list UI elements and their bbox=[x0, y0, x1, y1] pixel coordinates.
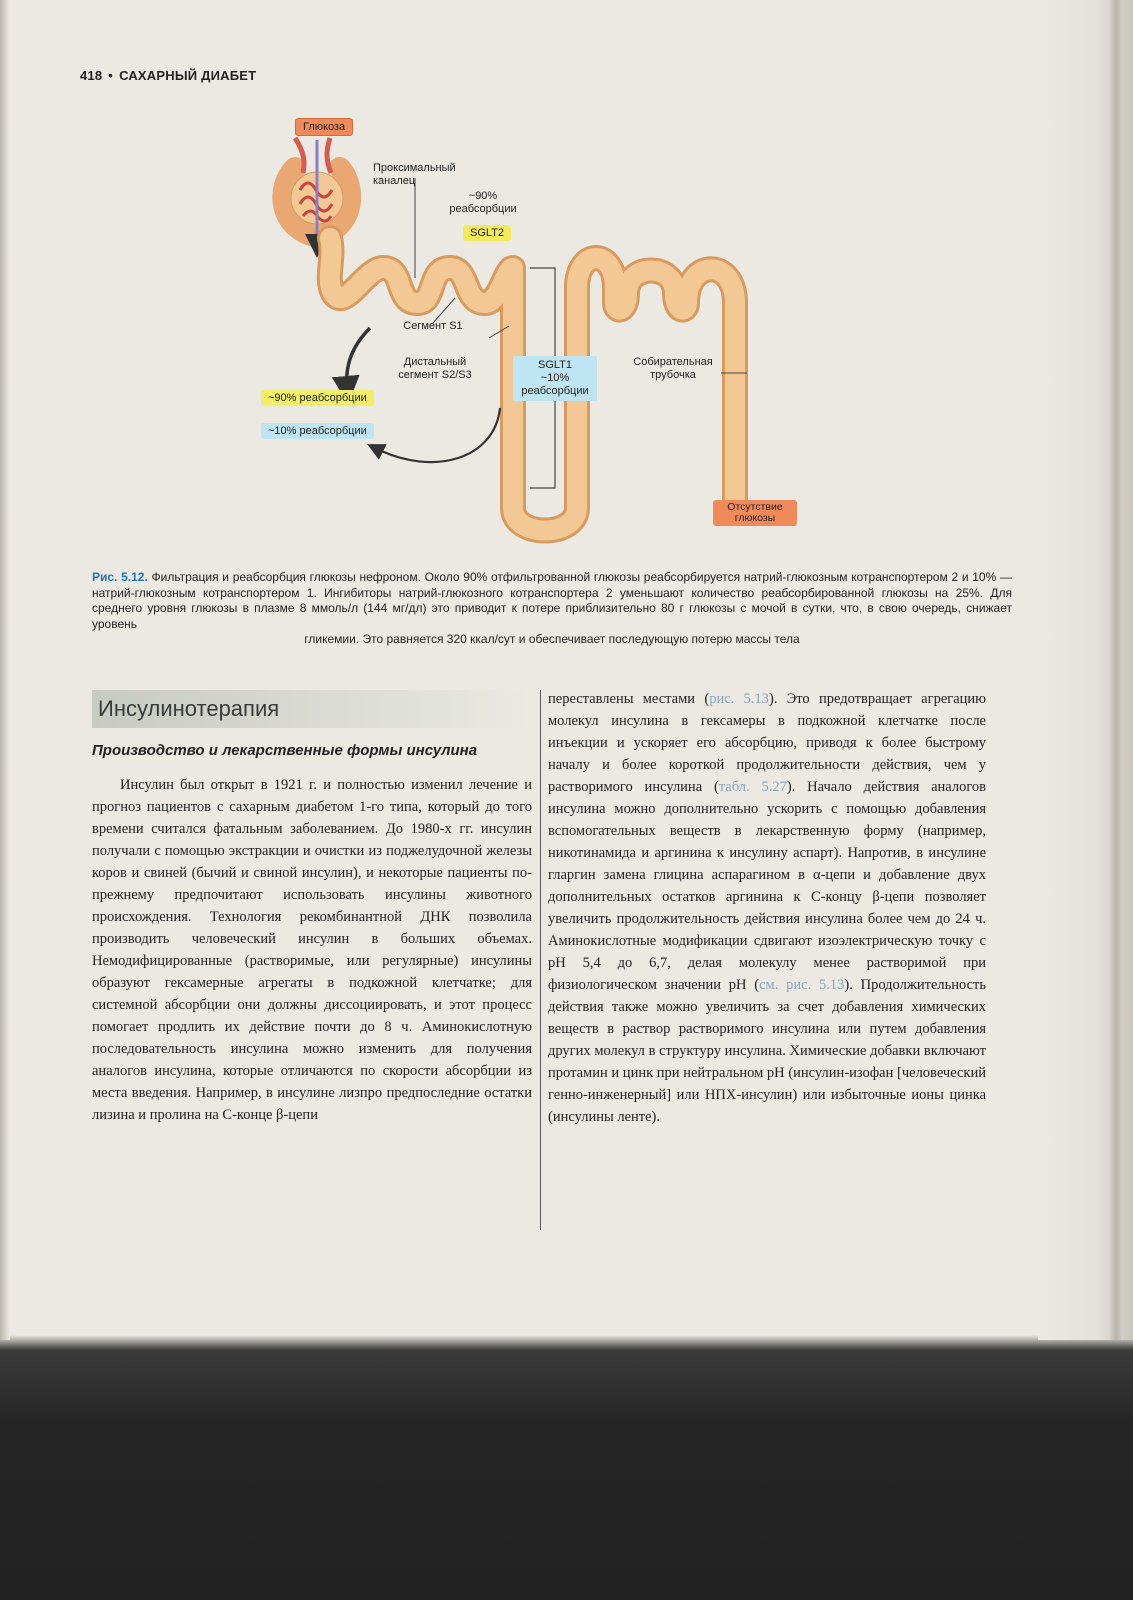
nephron-drawing bbox=[255, 118, 815, 548]
glucose-label: Глюкоза bbox=[295, 118, 353, 136]
right-text-part-3: ). Начало действия аналогов инсулина можно дополнительно ускорить с помощью добавления вспомогательных веществ в лекарственную форму (например, никотинамида и аргинина к инсулину аспарт). Напротив, в инсулине гларгин замена глицина аспарагином в α-цепи и добавление двух дополнительных остатков аргинина к С-концу β-цепи позволяет увеличить продолжительность действия инсулина более чем до 24 ч. Аминокислотные модификации сдвигают изоэлектрическую точку с pH 5,4 до 6,7, делая молекулу менее растворимой при физиологическом значении pH ( bbox=[548, 779, 987, 993]
sglt2-label: SGLT2 bbox=[463, 225, 511, 241]
section-heading: Инсулинотерапия bbox=[92, 690, 532, 728]
nephron-diagram bbox=[255, 118, 815, 548]
subsection-heading: Производство и лекарственные формы инсулина bbox=[92, 742, 478, 759]
no-glucose-label: Отсутствие глюкозы bbox=[713, 500, 797, 526]
segment-s1-label: Сегмент S1 bbox=[403, 320, 463, 332]
figure-caption bbox=[92, 570, 1012, 648]
sglt1-label: SGLT1 bbox=[537, 359, 573, 371]
right-column bbox=[548, 688, 986, 1128]
reabsorption-90-top-label: ~90% реабсорбции bbox=[449, 190, 517, 215]
distal-segment-label: Дистальный сегмент S2/S3 bbox=[398, 356, 472, 381]
header-separator: • bbox=[108, 68, 114, 83]
running-header bbox=[80, 68, 256, 83]
reabsorption-10-arrow bbox=[375, 408, 500, 462]
figure-number: Рис. 5.12. bbox=[92, 570, 148, 584]
left-column bbox=[92, 690, 532, 1126]
page-gutter-shadow bbox=[0, 0, 10, 1340]
table-reference-link[interactable]: табл. 5.27 bbox=[718, 779, 787, 795]
right-text-part-2: ). Это предотвращает агрегацию молекул инсулина в гексамеры в подкожной клетчатке после инъекции и ускоряет его абсорбцию, приводя к более быстрому началу и более короткой продолжительности действия, чем у растворимого инсулина ( bbox=[548, 691, 986, 795]
caption-text: Фильтрация и реабсорбция глюкозы нефроном. Около 90% отфильтрованной глюкозы реабсорбируется натрий-глюкозным котранспортером 2 и 10% — натрий-глюкозным котранспортером 1. Ингибиторы натрий-глюкозного котранспортера 2 уменьшают количество реабсорбированной глюкозы на 25%. Для среднего уровня глюкозы в плазме 8 ммоль/л (144 мг/дл) это приводит к потере приблизительно 80 г глюкозы с мочой в сутки, что, в свою очередь, снижает уровень bbox=[92, 570, 1012, 631]
right-text-part-4: ). Продолжительность действия также можно увеличить за счет добавления химических веществ в раствор растворимого инсулина или путем добавления других молекул в структуру инсулина. Химические добавки включают протамин и цинк при нейтральном pH (инсулин-изофан [человеческий генно-инженерный] или НПХ-инсулин) или избыточные ионы цинка (инсулины ленте). bbox=[548, 977, 986, 1125]
book-title: САХАРНЫЙ ДИАБЕТ bbox=[119, 68, 257, 83]
reabsorption-10-pill: ~10% реабсорбции bbox=[261, 423, 374, 439]
caption-text-last-line: гликемии. Это равняется 320 ккал/сут и обеспечивает последующую потерю массы тела bbox=[304, 632, 800, 646]
sglt1-box bbox=[513, 356, 597, 401]
left-column-text: Инсулин был открыт в 1921 г. и полностью изменил лечение и прогноз пациентов с сахарным диабетом 1-го типа, который до того времени считался фатальным заболеванием. До 1980-х гг. инсулин получали с помощью экстракции и очистки из поджелудочной железы коров и свиней (бычий и свиной инсулин), и некоторые пациенты по-прежнему предпочитают использовать инсулины животного происхождения. Технология рекомбинантной ДНК позволила производить человеческий инсулин в больших объемах. Немодифицированные (растворимые, или регулярные) инсулины образуют гексамерные агрегаты в подкожной клетчатке; для системной абсорбции они должны диссоциировать, и этот процесс помогает продлить их действие почти до 8 ч. Аминокислотную последовательность инсулина можно изменить для получения аналогов инсулина, которые отличаются по скорости абсорбции из места введения. Например, в инсулине лизпро предпоследние остатки лизина и пролина на С-конце β-цепи bbox=[92, 777, 532, 1123]
figure-reference-link-2[interactable]: см. рис. 5.13 bbox=[759, 977, 845, 993]
figure-reference-link[interactable]: рис. 5.13 bbox=[709, 691, 769, 707]
right-text-part-1: переставлены местами ( bbox=[548, 691, 710, 707]
proximal-tubule-label: Проксимальный каналец bbox=[373, 162, 456, 187]
page-number: 418 bbox=[80, 68, 103, 83]
reabsorption-90-pill: ~90% реабсорбции bbox=[261, 390, 374, 406]
right-column-text bbox=[548, 688, 986, 1128]
collecting-duct-label: Собирательная трубочка bbox=[633, 356, 713, 381]
page-fold bbox=[1109, 0, 1123, 1340]
column-divider bbox=[540, 690, 541, 1230]
reabsorption-90-arrow bbox=[347, 328, 370, 390]
reabsorption-10-mid-label: ~10% реабсорбции bbox=[521, 372, 589, 397]
